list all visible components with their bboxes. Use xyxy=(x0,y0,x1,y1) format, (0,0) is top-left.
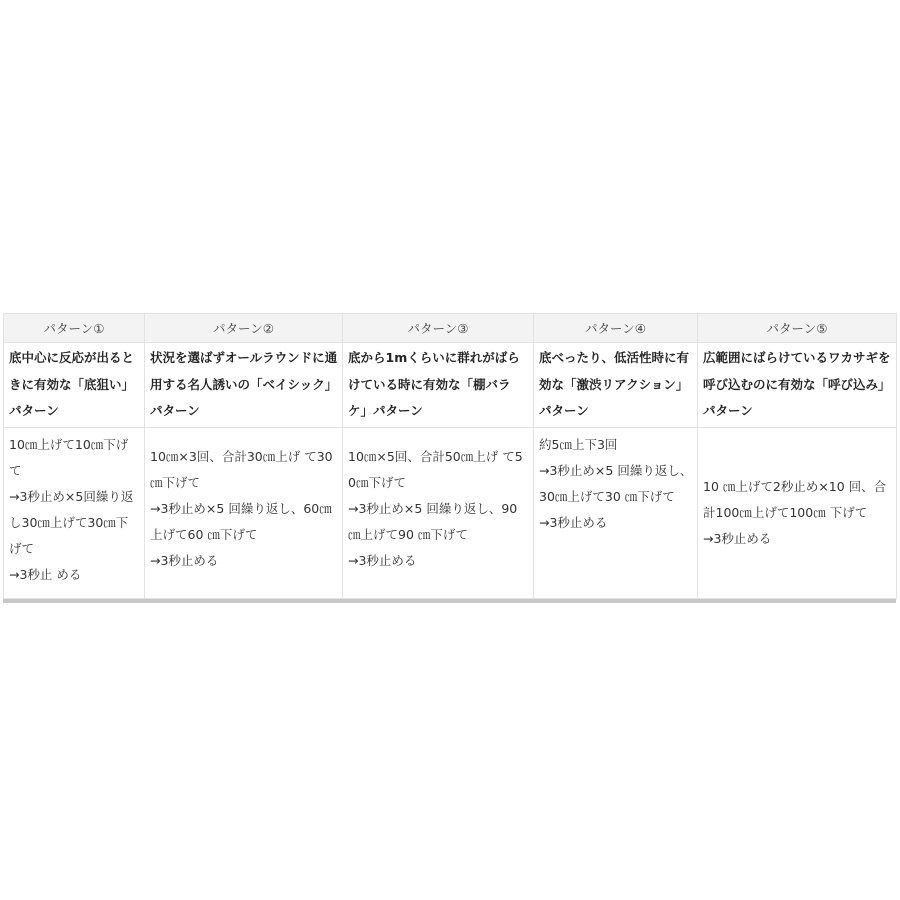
title-pattern-1: 底中心に反応が出るときに有効な「底狙い」パターン xyxy=(4,343,145,428)
header-pattern-4: パターン④ xyxy=(534,314,698,343)
pattern-table-wrapper xyxy=(3,313,896,603)
method-1-line-2: →3秒止め×5回繰り返し30㎝上げて30㎝下げて xyxy=(9,489,134,556)
header-pattern-3: パターン③ xyxy=(343,314,534,343)
method-pattern-5 xyxy=(698,428,897,599)
method-1-line-1: 10㎝上げて10㎝下げて xyxy=(9,437,129,478)
method-3-line-3: →3秒止める xyxy=(348,553,417,568)
method-4-line-3: →3秒止める xyxy=(539,515,608,530)
method-5-line-1: 10 ㎝上げて2秒止め×10 回、合計100㎝上げて100㎝ 下げて xyxy=(703,479,887,520)
method-pattern-4 xyxy=(534,428,698,599)
header-pattern-5: パターン⑤ xyxy=(698,314,897,343)
method-4-line-2: →3秒止め×5 回繰り返し、30㎝上げて30 ㎝下げて xyxy=(539,463,693,504)
pattern-table xyxy=(3,313,897,599)
title-pattern-5: 広範囲にばらけているワカサギを呼び込むのに有効な「呼び込み」パターン xyxy=(698,343,897,428)
method-pattern-1 xyxy=(4,428,145,599)
title-pattern-3: 底から1mくらいに群れがばらけている時に有効な「棚バラケ」パターン xyxy=(343,343,534,428)
header-pattern-2: パターン② xyxy=(145,314,343,343)
method-pattern-3 xyxy=(343,428,534,599)
method-2-line-2: →3秒止め×5 回繰り返し、60㎝上げて60 ㎝下げて xyxy=(150,501,332,542)
header-pattern-1: パターン① xyxy=(4,314,145,343)
method-1-line-3: →3秒止 める xyxy=(9,567,82,582)
table-row-methods xyxy=(4,428,897,599)
method-5-line-2: →3秒止める xyxy=(703,531,772,546)
table-header-row xyxy=(4,314,897,343)
table-row-titles xyxy=(4,343,897,428)
method-4-line-1: 約5㎝上下3回 xyxy=(539,437,618,452)
title-pattern-4: 底べったり、低活性時に有効な「激渋リアクション」パターン xyxy=(534,343,698,428)
method-2-line-3: →3秒止める xyxy=(150,553,219,568)
method-2-line-1: 10㎝×3回、合計30㎝上げ て30㎝下げて xyxy=(150,449,333,490)
method-3-line-1: 10㎝×5回、合計50㎝上げ て50㎝下げて xyxy=(348,449,523,490)
method-pattern-2 xyxy=(145,428,343,599)
title-pattern-2: 状況を選ばずオールラウンドに通用する名人誘いの「ベイシック」パターン xyxy=(145,343,343,428)
method-3-line-2: →3秒止め×5 回繰り返し、90㎝上げて90 ㎝下げて xyxy=(348,501,518,542)
